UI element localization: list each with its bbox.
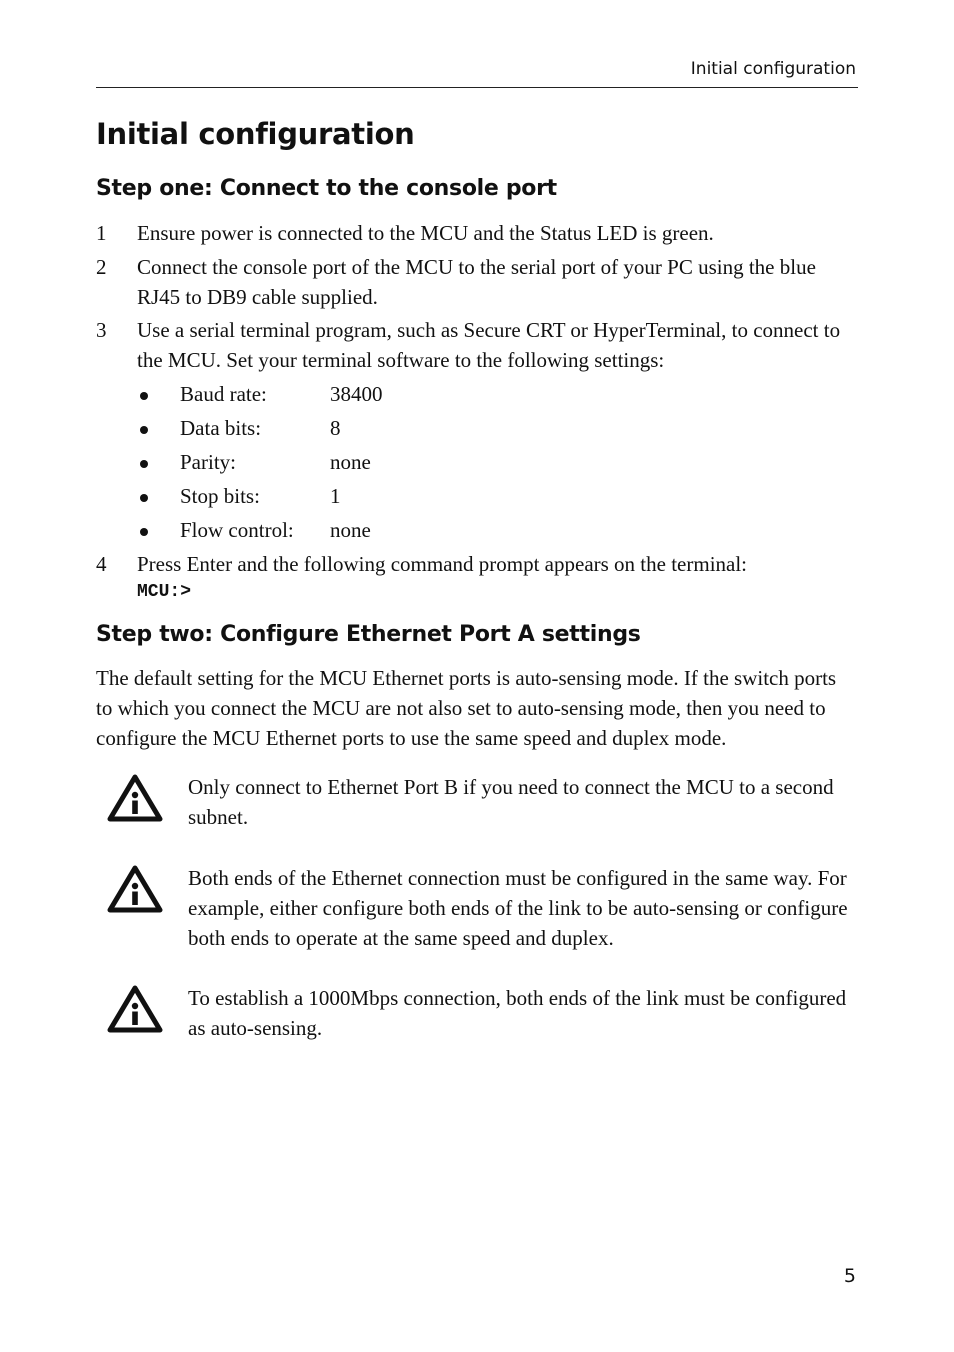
step-number: 4 bbox=[96, 552, 107, 576]
running-header: Initial configuration bbox=[690, 59, 856, 79]
page-number: 5 bbox=[843, 1265, 856, 1287]
bullet-icon bbox=[140, 494, 148, 502]
note-text: Only connect to Ethernet Port B if you need to connect the MCU to a second subnet. bbox=[188, 775, 834, 829]
note-text: To establish a 1000Mbps connection, both ends of the link must be configured as auto-sensing. bbox=[188, 986, 847, 1040]
setting-stop-bits bbox=[138, 481, 638, 511]
warning-info-icon bbox=[106, 863, 164, 915]
setting-value: none bbox=[330, 518, 371, 542]
step-number: 1 bbox=[96, 221, 107, 245]
header-rule bbox=[96, 87, 858, 88]
note-text: Both ends of the Ethernet connection must be configured in the same way. For example, either configure both ends of the link to be auto-sensing or configure both ends to operate at the same speed and duplex. bbox=[188, 866, 848, 950]
body-paragraph: The default setting for the MCU Ethernet ports is auto-sensing mode. If the switch ports to which you connect the MCU are not also set to auto-sensing mode, then you need to configure the MCU Ethernet ports to use the same speed and duplex mode. bbox=[96, 666, 837, 750]
setting-label: Stop bits: bbox=[180, 484, 260, 508]
section-heading-step-two: Step two: Configure Ethernet Port A settings bbox=[96, 622, 641, 647]
step-text: Connect the console port of the MCU to the serial port of your PC using the blue RJ45 to DB9 cable supplied. bbox=[137, 255, 816, 309]
page-title: Initial configuration bbox=[96, 117, 415, 151]
setting-label: Parity: bbox=[180, 450, 236, 474]
setting-baud-rate bbox=[138, 379, 638, 409]
warning-info-icon bbox=[106, 772, 164, 824]
section-heading-step-one: Step one: Connect to the console port bbox=[96, 176, 557, 201]
step-text: Use a serial terminal program, such as Secure CRT or HyperTerminal, to connect to the MCU. Set your terminal software to the following settings: bbox=[137, 318, 841, 372]
setting-label: Data bits: bbox=[180, 416, 262, 440]
bullet-icon bbox=[140, 426, 148, 434]
command-prompt: MCU:> bbox=[137, 582, 192, 602]
setting-value: 1 bbox=[330, 484, 341, 508]
setting-flow-control bbox=[138, 515, 638, 545]
step-text: Ensure power is connected to the MCU and the Status LED is green. bbox=[137, 221, 714, 245]
setting-label: Baud rate: bbox=[180, 382, 267, 406]
setting-label: Flow control: bbox=[180, 518, 294, 542]
step-number: 2 bbox=[96, 255, 107, 279]
setting-data-bits bbox=[138, 413, 638, 443]
step-number: 3 bbox=[96, 318, 107, 342]
step-text: Press Enter and the following command prompt appears on the terminal: bbox=[137, 552, 748, 576]
setting-value: 8 bbox=[330, 416, 341, 440]
bullet-icon bbox=[140, 392, 148, 400]
setting-value: 38400 bbox=[330, 382, 383, 406]
bullet-icon bbox=[140, 460, 148, 468]
bullet-icon bbox=[140, 528, 148, 536]
warning-info-icon bbox=[106, 983, 164, 1035]
setting-value: none bbox=[330, 450, 371, 474]
setting-parity bbox=[138, 447, 638, 477]
